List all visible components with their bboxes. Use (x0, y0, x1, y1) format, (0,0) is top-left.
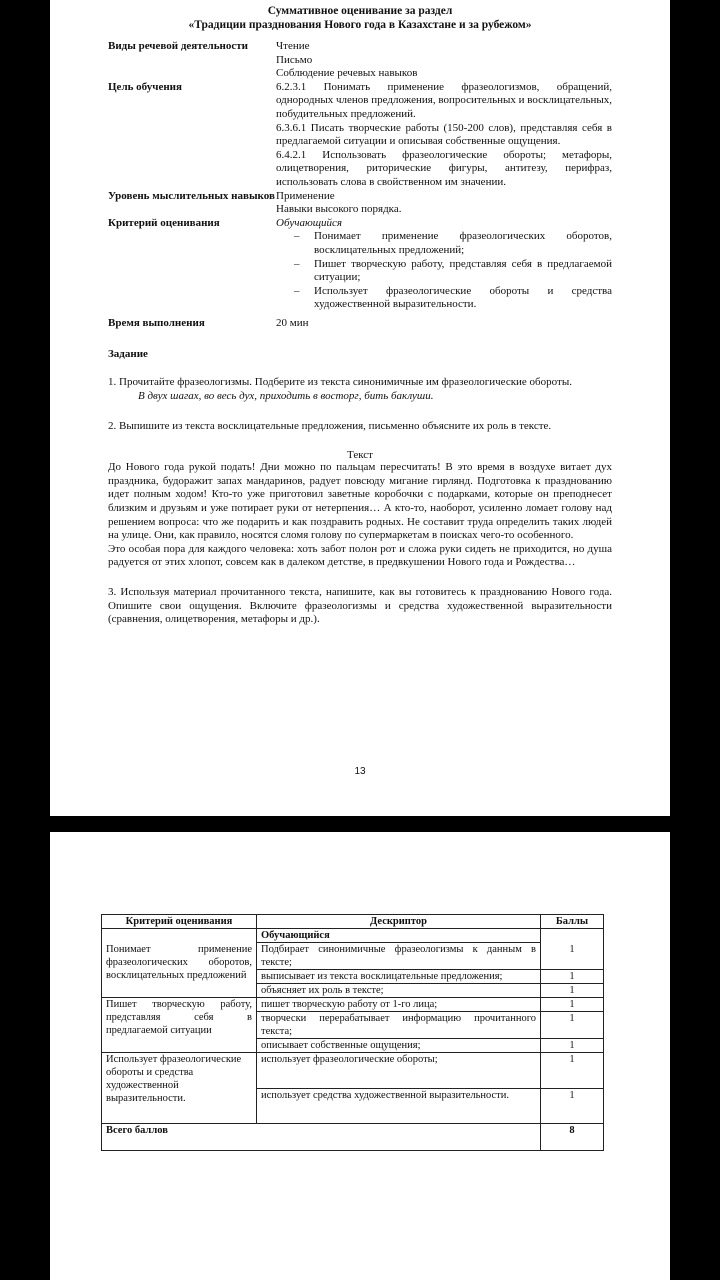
page-1 (50, 0, 670, 816)
activity-value: Чтение (276, 40, 310, 52)
title-line-1: Суммативное оценивание за раздел (267, 5, 453, 17)
points-cell: 1 (541, 1012, 604, 1039)
document-title (108, 4, 612, 32)
text-paragraph-1: До Нового года рукой подать! Дни можно по пальцам пересчитать! В это время в воздухе витает дух праздника, будоражит запах мандаринов, радует повсюду мигание гирлянд. Подготовка к празднованию идет полным ходом! Кто-то уже приготовил заветные коробочки с подарками, которые он преподнесет близким и друзьям и уже потирает руки от нетерпения… А кто-то, наоборот, усиленно ломает голову над решением вопроса: что же подарить и как поздравить родных. Не составит труда определить таких людей на улице. Они, как правило, носятся сломя голову по супермаркетам в поисках чего-то особенного. (108, 461, 612, 542)
points-cell: 1 (541, 1088, 604, 1124)
info-row-goal (108, 81, 612, 190)
points-cell: 1 (541, 943, 604, 970)
criteria-item: – Использует фразеологические обороты и средства художественной выразительности. (314, 285, 612, 312)
descriptor-cell: описывает собственные ощущения; (257, 1039, 541, 1053)
total-value: 8 (541, 1124, 604, 1151)
goal-value: 6.2.3.1 Понимать применение фразеологизмов, обращений, однородных членов предложения, вопросительных и восклицательных, побудительных предложений. (276, 80, 612, 120)
level-value: Применение (276, 189, 335, 202)
descriptor-cell: выписывает из текста восклицательные предложения; (257, 970, 541, 984)
table-row (102, 998, 604, 1012)
title-line-2: «Традиции празднования Нового года в Казахстане и за рубежом» (188, 19, 532, 31)
total-label: Всего баллов (102, 1124, 541, 1151)
criterion-cell: Пишет творческую работу, представляя себя в предлагаемой ситуации (102, 998, 257, 1053)
criteria-item: – Понимает применение фразеологических оборотов, восклицательных предложений; (314, 230, 612, 257)
question-3: 3. Используя материал прочитанного текста, напишите, как вы готовитесь к празднованию Нового года. Опишите свои ощущения. Включите фразеологизмы и средства художественной выразительности (сравнения, олицетворения, метафоры и др.). (108, 586, 612, 626)
activity-value: Соблюдение речевых навыков (276, 67, 418, 80)
info-row-activity (108, 40, 612, 81)
text-title: Текст (347, 449, 373, 462)
criteria-values (276, 217, 612, 312)
level-values (276, 190, 612, 217)
task-title: Задание (108, 348, 148, 361)
table-header-row (102, 915, 604, 929)
level-label: Уровень мыслительных навыков (108, 189, 275, 202)
criterion-cell: Понимает применение фразеологических оборотов, восклицательных предложений (102, 943, 257, 998)
assessment-table (101, 914, 604, 1151)
criteria-item: – Пишет творческую работу, представляя себя в предлагаемой ситуации; (314, 258, 612, 285)
goal-value: 6.4.2.1 Использовать фразеологические обороты; метафоры, олицетворения, риторические фигуры, антитезу, перифраз, использовать слова в свойственном им значении. (276, 148, 612, 188)
descriptor-cell: объясняет их роль в тексте; (257, 984, 541, 998)
table-row (102, 943, 604, 970)
criterion-cell: Использует фразеологические обороты и средства художественной выразительности. (102, 1053, 257, 1124)
header-points: Баллы (541, 915, 604, 929)
activity-value: Письмо (276, 53, 313, 66)
text-paragraph-2: Это особая пора для каждого человека: хоть забот полон рот и сложа руки сидеть не приходится, но душа радуется от этих хлопот, совсем как в далеком детстве, в предвкушении Нового года и Рождества… (108, 542, 612, 569)
activity-label: Виды речевой деятельности (108, 40, 248, 52)
subheader-students: Обучающийся (257, 929, 541, 943)
points-cell: 1 (541, 970, 604, 984)
table-subheader-row (102, 929, 604, 943)
header-criterion: Критерий оценивания (102, 915, 257, 929)
goal-label: Цель обучения (108, 80, 182, 93)
descriptor-cell: пишет творческую работу от 1-го лица; (257, 998, 541, 1012)
info-row-criteria (108, 217, 612, 312)
points-cell: 1 (541, 998, 604, 1012)
points-cell: 1 (541, 1053, 604, 1089)
goal-values (276, 81, 612, 190)
page-number: 13 (354, 766, 366, 777)
question-2: 2. Выпишите из текста восклицательные предложения, письменно объясните их роль в тексте. (108, 419, 552, 432)
header-descriptor: Дескриптор (257, 915, 541, 929)
descriptor-cell: использует фразеологические обороты; (257, 1053, 541, 1089)
descriptor-cell: Подбирает синонимичные фразеологизмы к данным в тексте; (257, 943, 541, 970)
page-2 (50, 832, 670, 1280)
info-row-level (108, 190, 612, 217)
question-1: 1. Прочитайте фразеологизмы. Подберите из текста синонимичные им фразеологические обороты. (108, 376, 572, 389)
points-cell: 1 (541, 984, 604, 998)
points-cell: 1 (541, 1039, 604, 1053)
total-row (102, 1124, 604, 1151)
time-value: 20 мин (276, 316, 309, 329)
criteria-head: Обучающийся (276, 216, 343, 229)
question-1-phrases: В двух шагах, во весь дух, приходить в восторг, бить баклуши. (138, 390, 434, 403)
info-block (108, 40, 612, 330)
activity-values (276, 40, 612, 81)
criteria-label: Критерий оценивания (108, 216, 220, 229)
info-row-time (108, 317, 612, 331)
level-value: Навыки высокого порядка. (276, 203, 402, 216)
criteria-list (276, 230, 612, 312)
goal-value: 6.3.6.1 Писать творческие работы (150-200 слов), представляя себя в предлагаемой ситуации и описывая собственные ощущения. (276, 121, 612, 148)
table-row (102, 1053, 604, 1089)
time-label: Время выполнения (108, 316, 205, 329)
descriptor-cell: использует средства художественной выразительности. (257, 1088, 541, 1124)
descriptor-cell: творчески перерабатывает информацию прочитанного текста; (257, 1012, 541, 1039)
